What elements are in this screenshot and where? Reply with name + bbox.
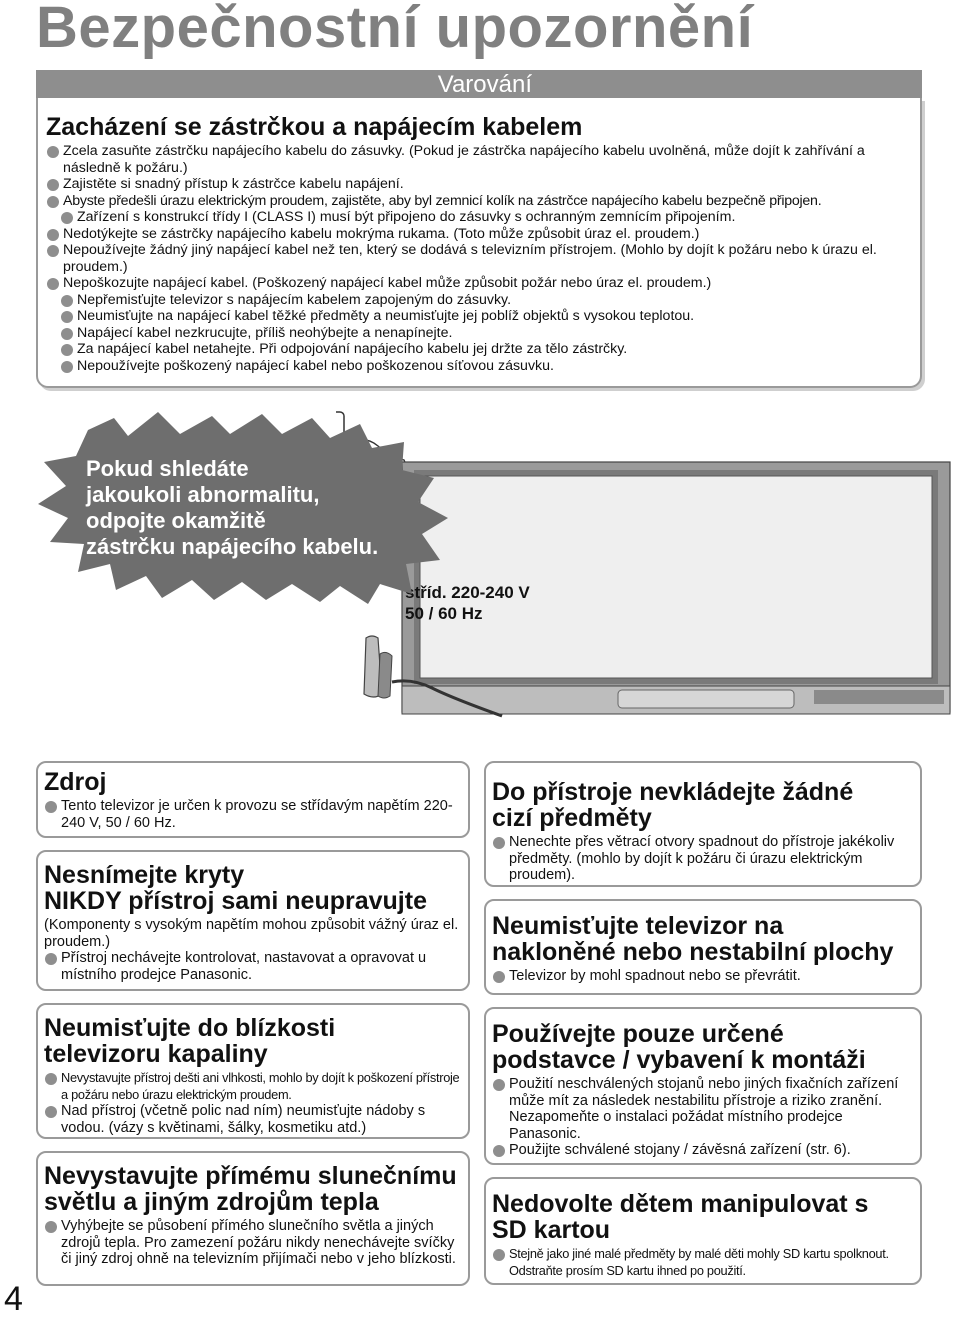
list-item: Použijte schválené stojany / závěsná zařízení (str. 6). (492, 1142, 912, 1159)
alert-starburst (30, 404, 450, 604)
list-item: Neumisťujte na napájecí kabel těžké předměty a neumisťujte jej poblíž objektů s vysokou teplotou. (46, 308, 912, 325)
card-list (44, 798, 460, 831)
list-item: Nepoužívejte poškozený napájecí kabel nebo poškozenou síťovou zásuvku. (46, 358, 912, 375)
card-kryty (36, 850, 470, 991)
card-heading: Nesnímejte kryty NIKDY přístroj sami neupravujte (44, 861, 427, 915)
card-podstavce (484, 1007, 922, 1165)
card-zdroj (36, 761, 470, 838)
list-item: Zajistěte si snadný přístup k zástrčce kabelu napájení. (46, 176, 912, 193)
card-list (492, 1076, 912, 1159)
card-list (44, 1070, 460, 1136)
list-item: Tento televizor je určen k provozu se střídavým napětím 220-240 V, 50 / 60 Hz. (44, 798, 460, 831)
card-list (44, 950, 460, 983)
card-heading: Nedovolte dětem manipulovat s SD kartou (492, 1190, 869, 1244)
card-heading: Neumisťujte do blízkosti televizoru kapaliny (44, 1014, 336, 1068)
list-item: Abyste předešli úrazu elektrickým proudem, zajistěte, aby byl zemnicí kolík na zástrčce napájecího kabelu bezpečně připojen. (46, 193, 912, 210)
alert-text: Pokud shledáte jakoukoli abnormalitu, odpojte okamžitě zástrčku napájecího kabelu. (86, 456, 379, 559)
list-item: Zařízení s konstrukcí třídy I (CLASS I) musí být připojeno do zásuvky s ochranným zemnícím připojením. (46, 209, 912, 226)
list-item: Stejně jako jiné malé předměty by malé děti mohly SD kartu spolknout. Odstraňte prosím SD kartu ihned po použití. (492, 1246, 912, 1279)
card-heading: Používejte pouze určené podstavce / vybavení k montáži (492, 1020, 866, 1074)
list-item: Televizor by mohl spadnout nebo se převrátit. (492, 968, 912, 985)
list-item: Nedotýkejte se zástrčky napájecího kabelu mokrýma rukama. (Toto může způsobit úraz el. proudem.) (46, 226, 912, 243)
power-cord-section (36, 98, 922, 388)
list-item: Nepřemisťujte televizor s napájecím kabelem zapojeným do zásuvky. (46, 292, 912, 309)
power-cord-list (46, 143, 912, 374)
card-note: (Komponenty s vysokým napětím mohou způsobit vážný úraz el. proudem.) (44, 917, 459, 950)
warning-label: Varování (437, 71, 532, 98)
warning-banner (36, 70, 922, 100)
card-list (492, 834, 912, 884)
list-item: Nad přístroj (včetně polic nad ním) neumisťujte nádoby s vodou. (vázy s květinami, šálky, kosmetiku atd.) (44, 1103, 460, 1136)
card-sd (484, 1177, 922, 1285)
list-item: Za napájecí kabel netahejte. Při odpojování napájecího kabelu jej držte za tělo zástrčky. (46, 341, 912, 358)
card-heading: Do přístroje nevkládejte žádné cizí předměty (492, 778, 854, 832)
card-predmety (484, 761, 922, 887)
list-item: Zcela zasuňte zástrčku napájecího kabelu do zásuvky. (Pokud je zástrčka napájecího kabelu uvolněná, může dojít k zahřívání a následně k požáru.) (46, 143, 912, 176)
list-item: Nenechte přes větrací otvory spadnout do přístroje jakékoliv předměty. (mohlo by dojít k požáru či úrazu elektrickým proudem). (492, 834, 912, 884)
card-list (44, 1218, 460, 1268)
card-list (492, 1246, 912, 1279)
list-item: Nepoškozujte napájecí kabel. (Poškozený napájecí kabel může způsobit požár nebo úraz el. proudem.) (46, 275, 912, 292)
card-slunce (36, 1151, 470, 1286)
page-number: 4 (4, 1280, 23, 1318)
card-heading: Nevystavujte přímému slunečnímu světlu a jiným zdrojům tepla (44, 1162, 457, 1216)
page-title: Bezpečnostní upozornění (36, 0, 754, 60)
list-item: Použití neschválených stojanů nebo jiných fixačních zařízení může mít za následek nestabilitu přístroje a riziko zranění. Nezapomeňte o instalaci požádat místního prodejce Panasonic. (492, 1076, 912, 1142)
card-kapaliny (36, 1003, 470, 1139)
card-naklonene (484, 899, 922, 995)
list-item: Napájecí kabel nezkrucujte, příliš neohýbejte a nenapínejte. (46, 325, 912, 342)
card-list (492, 968, 912, 985)
list-item: Nepoužívejte žádný jiný napájecí kabel než ten, který se dodává s televizním přístrojem. (Mohlo by dojít k požáru nebo k úrazu el. proudem.) (46, 242, 912, 275)
list-item: Vyhýbejte se působení přímého slunečního světla a jiných zdrojů tepla. Pro zamezení požáru nikdy nenechávejte svíčky či jiný zdroj ohně na televizním přijímači nebo v jeho blízkosti. (44, 1218, 460, 1268)
voltage-label: stříd. 220-240 V 50 / 60 Hz (405, 583, 530, 623)
card-heading: Neumisťujte televizor na nakloněné nebo nestabilní plochy (492, 912, 894, 966)
power-cord-heading: Zacházení se zástrčkou a napájecím kabelem (46, 113, 583, 141)
list-item: Přístroj nechávejte kontrolovat, nastavovat a opravovat u místního prodejce Panasonic. (44, 950, 460, 983)
card-heading: Zdroj (44, 768, 107, 796)
list-item: Nevystavujte přístroj dešti ani vlhkosti, mohlo by dojít k poškození přístroje a požáru nebo úrazu elektrickým proudem. (44, 1070, 460, 1103)
